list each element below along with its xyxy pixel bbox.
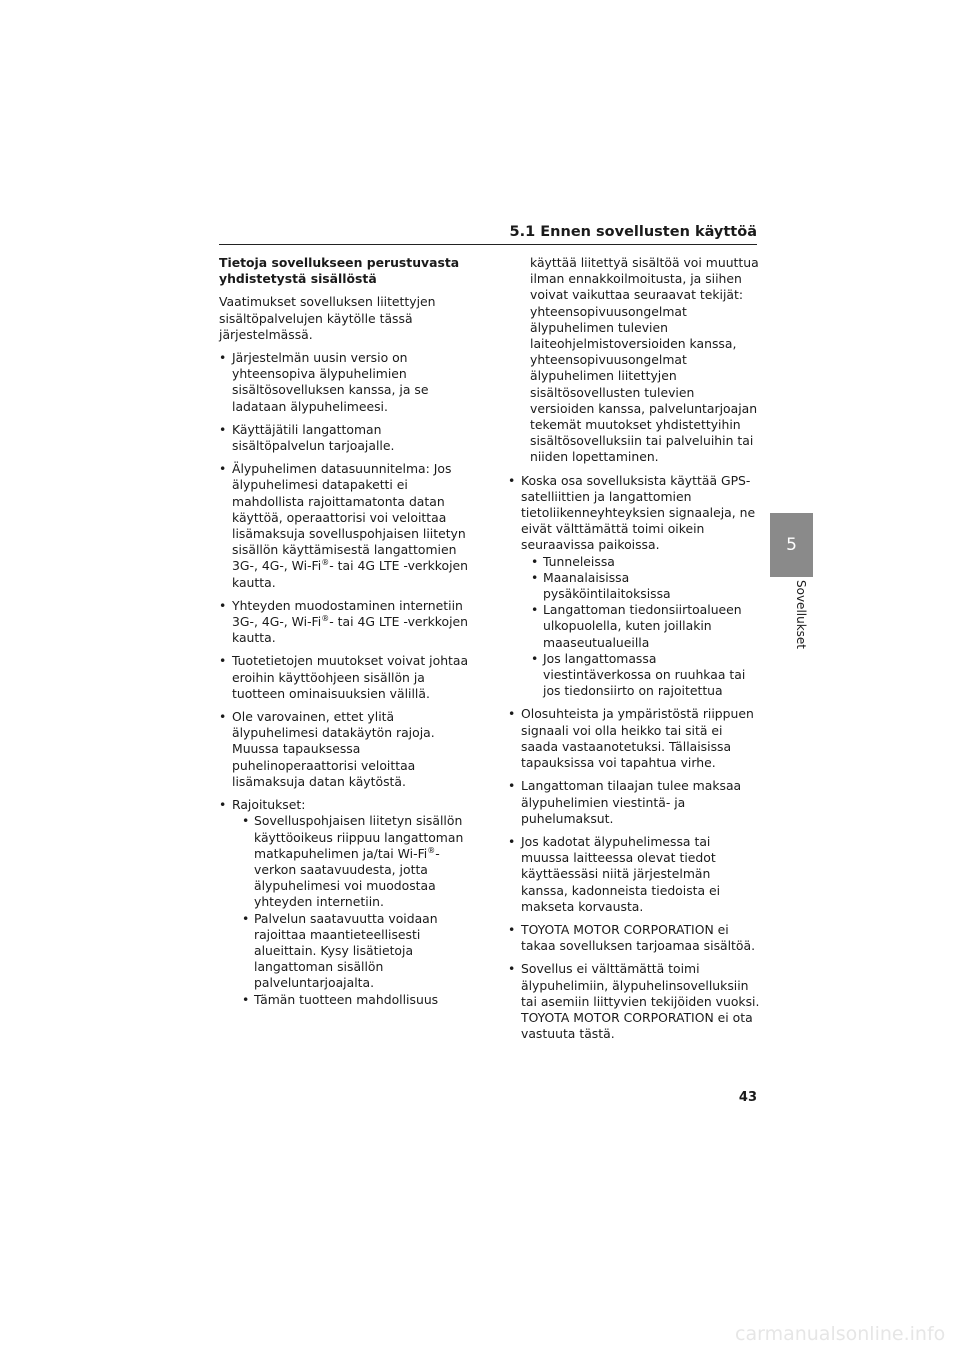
right-column <box>508 255 760 1049</box>
list-item <box>219 598 469 647</box>
list-item-text: Yhteyden muodostaminen internetiin 3G-, 4G-, Wi-Fi <box>232 597 463 630</box>
list-item-text: Koska osa sovelluksista käyttää GPS-satelliittien ja langattomien tietoliikenneyhteyksien signaaleja, ne eivät välttämättä toimi oikein seuraavissa paikoissa. <box>521 472 756 553</box>
list-item-text: - tai 4G LTE -verkkojen kautta. <box>232 614 469 646</box>
section-header: 5.1 Ennen sovellusten käyttöä <box>219 224 757 245</box>
registered-mark: ® <box>321 558 330 568</box>
continued-text: käyttää liitettyä sisältöä voi muuttua ilman ennakkoilmoitusta, ja siihen voivat vaikuttaa seuraavat tekijät: yhteensopivuusongelmat älypuhelimen tulevien laiteohjelmistoversioiden kanssa, yhteensopivuusongelmat älypuhelimen liitettyjen sisältösovellusten tulevien versioiden kanssa, palveluntarjoajan tekemät muutokset yhdistettyihin sisältösovelluksiin tai palveluihin tai niiden lopettaminen. <box>530 255 759 465</box>
sublist-item: • Tunneleissa <box>521 554 760 570</box>
sublist-item-text: -verkon saatavuudesta, jotta älypuhelimesi voi muodostaa yhteyden internetiin. <box>254 845 440 910</box>
sublist-item-text: Sovelluspohjaisen liitetyn sisällön käyttöoikeus riippuu langattoman matkapuhelimen ja/tai Wi-Fi <box>254 813 464 861</box>
chapter-tab: 5 <box>770 513 813 577</box>
sublist-item: • Langattoman tiedonsiirtoalueen ulkopuolella, kuten joillakin maaseutualueilla <box>521 602 760 651</box>
left-column <box>219 255 469 1015</box>
page-number: 43 <box>738 1090 757 1105</box>
list-item: • Ole varovainen, ettet ylitä älypuhelimesi datakäytön rajoja. Muussa tapauksessa puhelinoperaattorisi veloittaa lisämaksuja datan käytöstä. <box>219 709 469 790</box>
sublist-item <box>232 813 469 910</box>
footer-watermark: carmanualsonline.info <box>735 1323 946 1345</box>
list-item: • Olosuhteista ja ympäristöstä riippuen signaali voi olla heikko tai sitä ei saada vastaanotetuksi. Tällaisissa tapauksissa voi tapahtua virhe. <box>508 706 760 771</box>
list-item: • Järjestelmän uusin versio on yhteensopiva älypuhelimien sisältösovelluksen kanssa, ja se ladataan älypuhelimeesi. <box>219 350 469 415</box>
list-item: • Sovellus ei välttämättä toimi älypuhelimiin, älypuhelinsovelluksiin tai asemiin liittyvien tekijöiden vuoksi. TOYOTA MOTOR CORPORATION ei ota vastuuta tästä. <box>508 961 760 1042</box>
list-item: • TOYOTA MOTOR CORPORATION ei takaa sovelluksen tarjoamaa sisältöä. <box>508 922 760 954</box>
list-item: • Langattoman tilaajan tulee maksaa älypuhelimien viestintä- ja puhelumaksut. <box>508 778 760 827</box>
list-item <box>219 461 469 591</box>
intro-paragraph: Vaatimukset sovelluksen liitettyjen sisältöpalvelujen käytölle tässä järjestelmässä. <box>219 294 436 342</box>
registered-mark: ® <box>427 845 436 855</box>
restrictions-sublist <box>232 813 469 1007</box>
requirements-list <box>219 350 469 1008</box>
sublist-item: • Jos langattomassa viestintäverkossa on ruuhkaa tai jos tiedonsiirto on rajoitettua <box>521 651 760 700</box>
list-item <box>219 797 469 1008</box>
list-item: • Tuotetietojen muutokset voivat johtaa eroihin käyttöohjeen sisällön ja tuotteen ominaisuuksien välillä. <box>219 653 469 702</box>
list-item <box>508 473 760 700</box>
locations-sublist <box>521 554 760 700</box>
list-item: • Jos kadotat älypuhelimessa tai muussa laitteessa olevat tiedot käyttäessäsi niitä järjestelmän kanssa, kadonneista tiedoista ei makseta korvausta. <box>508 834 760 915</box>
list-item: • Käyttäjätili langattoman sisältöpalvelun tarjoajalle. <box>219 422 469 454</box>
list-item-text: Älypuhelimen datasuunnitelma: Jos älypuhelimesi datapaketti ei mahdollista rajoittamatonta datan käyttöä, operaattorisi voi veloittaa lisämaksuja sovelluspohjaisen liitetyn sisällön käyttämisestä langattomien 3G-, 4G-, Wi-Fi <box>232 461 466 574</box>
section-title: Tietoja sovellukseen perustuvasta yhdistetystä sisällöstä <box>219 255 460 287</box>
chapter-label: Sovellukset <box>794 580 808 650</box>
registered-mark: ® <box>321 613 330 623</box>
sublist-item: • Palvelun saatavuutta voidaan rajoittaa maantieteellisesti alueittain. Kysy lisätietoja langattoman sisällön palveluntarjoajalta. <box>232 911 469 992</box>
sublist-item: • Maanalaisissa pysäköintilaitoksissa <box>521 570 760 602</box>
notes-list <box>508 473 760 1043</box>
list-item-text: Rajoitukset: <box>232 797 306 813</box>
list-item-text: - tai 4G LTE -verkkojen kautta. <box>232 558 469 590</box>
sublist-item: • Tämän tuotteen mahdollisuus <box>232 992 469 1008</box>
